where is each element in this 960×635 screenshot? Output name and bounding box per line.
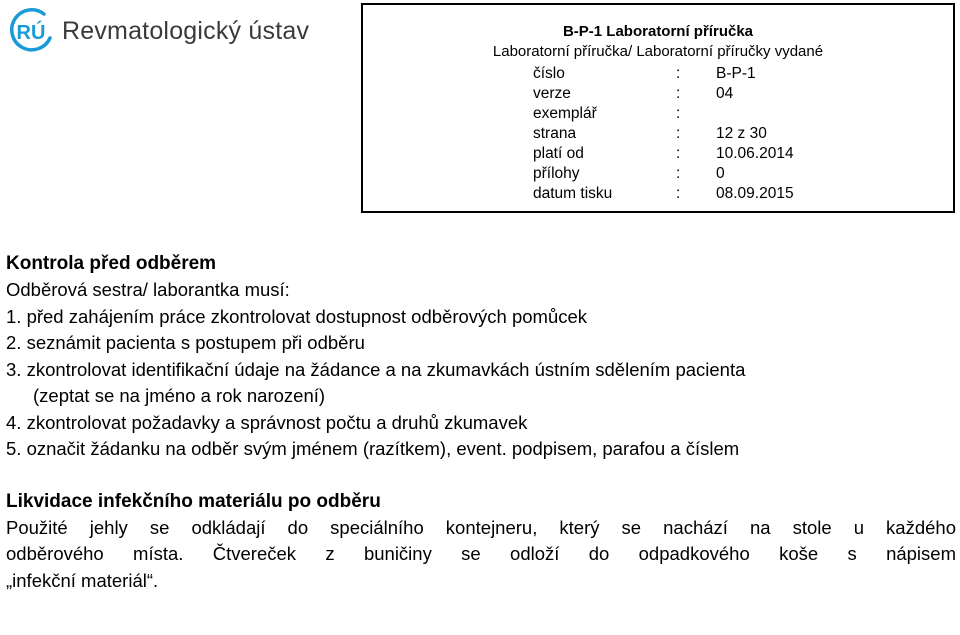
document-subtitle: Laboratorní příručka/ Laboratorní příručky vydané bbox=[492, 43, 824, 60]
meta-value: 0 bbox=[716, 165, 725, 182]
ru-logo-mark bbox=[6, 8, 56, 54]
paragraph-line: Použité jehly se odkládají do speciálního kontejneru, který se nachází na stole u každého bbox=[6, 516, 956, 538]
meta-key: přílohy bbox=[533, 165, 580, 182]
list-item: 3. zkontrolovat identifikační údaje na žádance a na zkumavkách ústním sdělením pacienta bbox=[6, 358, 746, 380]
section-heading-likvidace: Likvidace infekčního materiálu po odběru bbox=[6, 490, 381, 512]
logo-mark-text: RÚ bbox=[16, 22, 46, 44]
meta-key: verze bbox=[533, 85, 571, 102]
meta-separator: : bbox=[676, 65, 681, 82]
meta-separator: : bbox=[676, 125, 681, 142]
spacer bbox=[6, 463, 956, 489]
meta-separator: : bbox=[676, 165, 681, 182]
meta-separator: : bbox=[676, 145, 681, 162]
list-item-continuation: (zeptat se na jméno a rok narození) bbox=[33, 385, 326, 406]
meta-key: datum tisku bbox=[533, 185, 613, 202]
meta-value: 08.09.2015 bbox=[716, 185, 794, 202]
document-title: B-P-1 Laboratorní příručka bbox=[562, 23, 754, 40]
list-item: 5. označit žádanku na odběr svým jménem (razítkem), event. podpisem, parafou a číslem bbox=[6, 438, 740, 459]
meta-key: platí od bbox=[533, 145, 584, 162]
meta-value: 10.06.2014 bbox=[716, 145, 794, 162]
meta-key: exemplář bbox=[533, 105, 597, 122]
institute-name: Revmatologický ústav bbox=[62, 16, 310, 45]
meta-value: B-P-1 bbox=[716, 65, 756, 82]
meta-key: strana bbox=[533, 125, 577, 142]
document-info-box bbox=[361, 3, 955, 213]
list-item: 1. před zahájením práce zkontrolovat dostupnost odběrových pomůcek bbox=[6, 305, 588, 327]
meta-value: 12 z 30 bbox=[716, 125, 767, 142]
list-item: 4. zkontrolovat požadavky a správnost počtu a druhů zkumavek bbox=[6, 411, 528, 433]
meta-separator: : bbox=[676, 85, 681, 102]
paragraph-line: „infekční materiál“. bbox=[6, 569, 159, 591]
meta-value: 04 bbox=[716, 85, 734, 102]
meta-key: číslo bbox=[533, 65, 565, 82]
meta-separator: : bbox=[676, 185, 681, 202]
section-intro: Odběrová sestra/ laborantka musí: bbox=[6, 279, 290, 300]
paragraph-line: odběrového místa. Čtvereček z buničiny se odloží do odpadkového koše s nápisem bbox=[6, 543, 956, 564]
section-heading-kontrola: Kontrola před odběrem bbox=[6, 253, 217, 274]
institute-logo bbox=[6, 8, 309, 54]
document-body bbox=[6, 251, 956, 594]
meta-separator: : bbox=[676, 105, 681, 122]
list-item: 2. seznámit pacienta s postupem při odběru bbox=[6, 332, 365, 353]
